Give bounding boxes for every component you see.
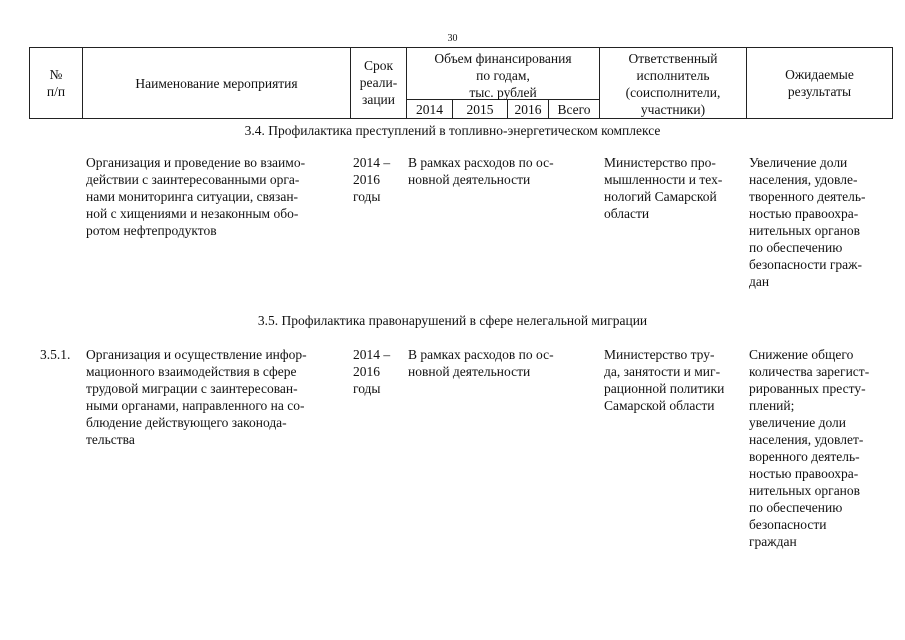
header-year-2015: 2015 xyxy=(466,102,494,117)
row-term: 2014 – 2016 годы xyxy=(353,347,391,396)
header-year-2014: 2014 xyxy=(416,102,443,117)
header-executor: Ответственный исполнитель (соисполнители, участники) xyxy=(625,51,721,117)
row-funding: В рамках расходов по ос- новной деятельности xyxy=(408,347,554,379)
header-funding: Объем финансирования по годам, тыс. рублей xyxy=(434,51,572,100)
header-name: Наименование мероприятия xyxy=(135,76,298,91)
section-title-3-4: 3.4. Профилактика преступлений в топливно-энергетическом комплексе xyxy=(244,123,661,138)
header-results: Ожидаемые результаты xyxy=(785,67,854,99)
header-total: Всего xyxy=(557,102,591,117)
header-year-2016: 2016 xyxy=(514,102,542,117)
header-term: Срок реали- зации xyxy=(359,58,398,107)
row-funding: В рамках расходов по ос- новной деятельности xyxy=(408,155,554,187)
row-name: Организация и осуществление инфор- мационного взаимодействия в сфере трудовой миграции с заинтересован- ными органами, направленного на со- блюдение действующего законода- тельства xyxy=(86,347,307,447)
header-num: № п/п xyxy=(46,67,66,99)
row-name: Организация и проведение во взаимо- действии с заинтересованными орга- нами мониторинга ситуации, связан- ной с хищениями и незаконным обо- ротом нефтепродуктов xyxy=(86,155,306,238)
row-results: Увеличение доли населения, удовле- творенного деятель- ностью правоохра- нительных органов по обеспечению безопасности граж- дан xyxy=(749,155,866,289)
row-num: 3.5.1. xyxy=(40,347,71,362)
row-term: 2014 – 2016 годы xyxy=(353,155,391,204)
row-results: Снижение общего количества зарегист- рированных престу- плений; увеличение доли населения, удовлет- воренного деятель- ностью правоохра- нительных органов по обеспечению безопасности граждан xyxy=(749,347,870,549)
page-number: 30 xyxy=(447,33,458,44)
row-executor: Министерство тру- да, занятости и миг- рационной политики Самарской области xyxy=(604,347,725,413)
row-executor: Министерство про- мышленности и тех- нологий Самарской области xyxy=(604,155,723,221)
section-title-3-5: 3.5. Профилактика правонарушений в сфере нелегальной миграции xyxy=(257,313,648,328)
